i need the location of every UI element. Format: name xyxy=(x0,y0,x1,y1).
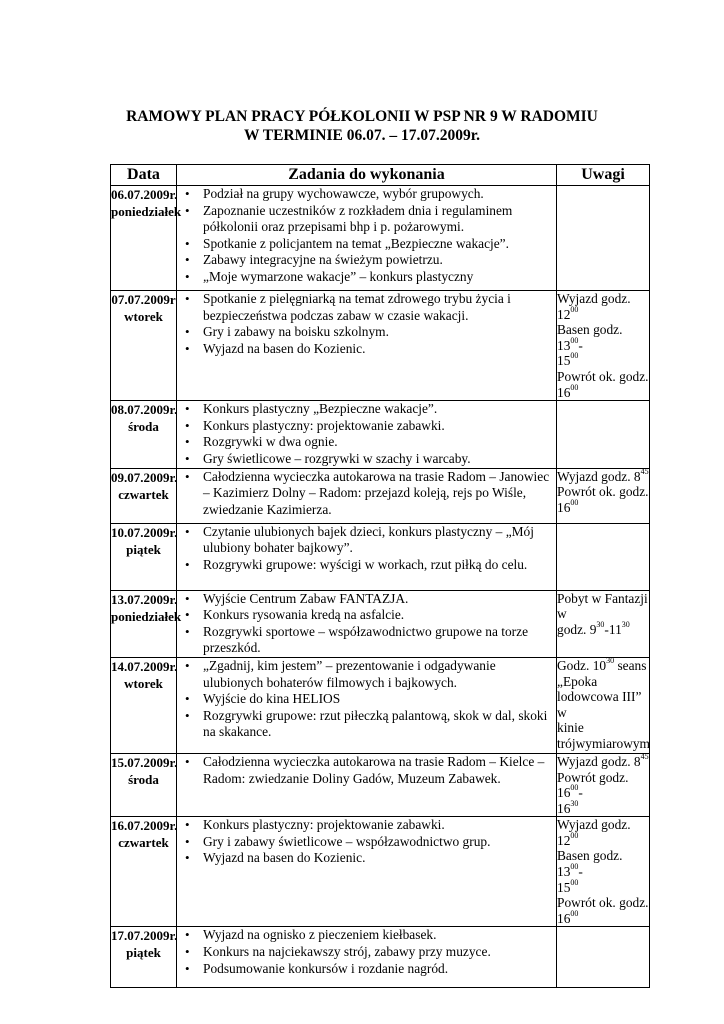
note-superscript: 30 xyxy=(570,798,579,808)
note-line xyxy=(557,655,649,674)
note-line xyxy=(557,591,649,622)
note-superscript: 00 xyxy=(570,351,579,361)
task-item: • Wyjście do kina HELIOS xyxy=(177,691,552,708)
row-date-cell xyxy=(111,590,182,657)
note-text: Powrót godz. 16 xyxy=(557,769,629,801)
task-item: • Podział na grupy wychowawcze, wybór grupowych. xyxy=(177,186,552,203)
task-item: • Konkurs plastyczny: projektowanie zabawki. xyxy=(177,418,552,435)
table-header-row xyxy=(111,165,650,186)
note-text: Powrót ok. godz. xyxy=(557,895,649,911)
task-item: • Całodzienna wycieczka autokarowa na trasie Radom – Janowiec – Kazimierz Dolny – Radom: przejazd koleją, rejs po Wiśle, zwiedzanie Kazimierza. xyxy=(177,469,552,519)
row-tasks-cell xyxy=(177,657,557,753)
row-notes-cell xyxy=(557,523,650,590)
note-line xyxy=(557,619,649,638)
task-item: • Rozgrywki sportowe – współzawodnictwo grupowe na torze przeszkód. xyxy=(177,624,552,657)
note-text: Wyjazd godz. 12 xyxy=(557,291,631,322)
row-weekday: czwartek xyxy=(118,835,169,851)
note-text: Godz. 10 xyxy=(557,657,607,673)
note-text: Powrót ok. godz. xyxy=(557,484,649,500)
note-text: kinie xyxy=(557,720,584,736)
note-line xyxy=(557,908,649,927)
row-tasks-cell xyxy=(177,468,557,523)
row-date-cell xyxy=(111,523,177,590)
row-date-cell xyxy=(111,817,177,927)
note-superscript: 30 xyxy=(606,655,615,665)
note-line xyxy=(557,466,649,485)
row-weekday: piątek xyxy=(126,945,161,961)
note-text: Pobyt w Fantazji w xyxy=(557,590,648,622)
note-superscript: 00 xyxy=(570,908,579,918)
note-superscript: 30 xyxy=(621,619,630,629)
note-text: Wyjazd godz. 8 xyxy=(557,753,641,769)
row-date: 07.07.2009r xyxy=(111,292,176,307)
table-row xyxy=(111,817,650,927)
row-weekday: środa xyxy=(128,419,159,435)
task-item: • Konkurs rysowania kredą na asfalcie. xyxy=(177,607,552,624)
note-superscript: 00 xyxy=(570,862,579,872)
task-list xyxy=(177,401,556,467)
row-weekday: wtorek xyxy=(124,675,163,691)
header-notes: Uwagi xyxy=(557,165,650,186)
note-line xyxy=(557,798,649,817)
row-date-cell xyxy=(111,927,177,988)
note-text: - xyxy=(578,337,583,353)
note-superscript: 00 xyxy=(570,335,579,345)
note-line xyxy=(557,817,649,848)
task-item: • Wyjazd na basen do Kozienic. xyxy=(177,341,552,358)
note-text: seans xyxy=(614,657,647,673)
note-text: - xyxy=(578,864,583,880)
task-item: • „Moje wymarzone wakacje” – konkurs plastyczny xyxy=(177,269,552,286)
task-item: • Wyjazd na basen do Kozienic. xyxy=(177,850,552,867)
task-item: • Konkurs plastyczny: projektowanie zabawki. xyxy=(177,817,552,834)
task-list xyxy=(177,754,556,787)
row-notes-cell xyxy=(557,186,650,291)
task-list xyxy=(177,591,556,657)
task-item: • Spotkanie z policjantem na temat „Bezpieczne wakacje”. xyxy=(177,236,552,253)
task-item: • Podsumowanie konkursów i rozdanie nagród. xyxy=(177,961,552,978)
row-date: 15.07.2009r. xyxy=(111,754,178,770)
note-line xyxy=(557,720,649,736)
row-notes-cell xyxy=(557,817,650,927)
note-superscript: 30 xyxy=(596,619,605,629)
note-superscript: 00 xyxy=(570,497,579,507)
task-item: • Całodzienna wycieczka autokarowa na trasie Radom – Kielce – Radom: zwiedzanie Doliny Gadów, Muzeum Zabawek. xyxy=(177,754,552,787)
row-notes-cell xyxy=(557,927,650,988)
row-weekday: poniedziałek xyxy=(111,204,182,219)
note-text: godz. 9 xyxy=(557,621,597,637)
table-row xyxy=(111,291,650,401)
note-text: Basen godz. 13 xyxy=(557,322,623,353)
row-weekday: czwartek xyxy=(118,486,169,502)
note-text: „Epoka xyxy=(557,673,598,689)
note-superscript: 00 xyxy=(570,382,579,392)
note-text: 15 xyxy=(557,353,571,369)
row-tasks-cell xyxy=(177,753,557,816)
note-line xyxy=(557,674,649,690)
task-item: • Gry świetlicowe – rozgrywki w szachy i warcaby. xyxy=(177,451,552,468)
task-item: • Wyjście Centrum Zabaw FANTAZJA. xyxy=(177,591,552,608)
note-text: 15 xyxy=(557,879,571,895)
document-title xyxy=(0,107,724,145)
note-line xyxy=(557,751,649,770)
task-item: • Wyjazd na ognisko z pieczeniem kiełbasek. xyxy=(177,927,552,944)
task-item: • Gry i zabawy na boisku szkolnym. xyxy=(177,324,552,341)
task-item: • Konkurs na najciekawszy strój, zabawy przy muzyce. xyxy=(177,944,552,961)
table-row xyxy=(111,927,650,988)
row-notes-cell xyxy=(557,753,650,816)
note-text: Powrót ok. godz. xyxy=(557,368,649,384)
row-date-cell xyxy=(111,186,182,291)
task-list xyxy=(177,291,556,357)
table-row xyxy=(111,753,650,816)
row-date: 10.07.2009r. xyxy=(111,524,178,540)
task-item: • „Zgadnij, kim jestem” – prezentowanie i odgadywanie ulubionych bohaterów filmowych i bajkowych. xyxy=(177,658,552,691)
row-notes-cell xyxy=(557,401,650,468)
row-date: 17.07.2009r. xyxy=(111,928,178,944)
note-line xyxy=(557,291,649,322)
row-date: 13.07.2009r. xyxy=(111,591,178,607)
row-date: 14.07.2009r. xyxy=(111,658,178,674)
note-line xyxy=(557,353,649,369)
note-superscript: 00 xyxy=(570,783,579,793)
task-list xyxy=(177,658,556,741)
note-text: - xyxy=(578,785,583,801)
note-line xyxy=(557,322,649,353)
note-text: 16 xyxy=(557,910,571,926)
note-line xyxy=(557,736,649,752)
note-superscript: 00 xyxy=(570,830,579,840)
note-superscript: 45 xyxy=(640,466,649,476)
row-notes-cell xyxy=(557,590,650,657)
row-weekday: środa xyxy=(128,771,159,787)
note-text: 16 xyxy=(557,499,571,515)
row-notes-cell xyxy=(557,468,650,523)
task-list xyxy=(177,469,556,519)
row-tasks-cell xyxy=(177,291,557,401)
note-line xyxy=(557,877,649,896)
task-list xyxy=(177,927,556,977)
row-notes-cell xyxy=(557,291,650,401)
task-item: • Zabawy integracyjne na świeżym powietrzu. xyxy=(177,252,552,269)
table-row xyxy=(111,401,650,468)
schedule-table xyxy=(110,164,650,988)
note-text: Wyjazd godz. 12 xyxy=(557,817,631,848)
row-date-cell xyxy=(111,657,177,753)
row-date-cell xyxy=(111,291,177,401)
note-line xyxy=(557,848,649,879)
task-item: • Rozgrywki grupowe: wyścigi w workach, rzut piłką do celu. xyxy=(177,557,552,574)
note-text: Basen godz. 13 xyxy=(557,848,623,880)
row-date: 08.07.2009r. xyxy=(111,402,178,418)
task-list xyxy=(177,817,556,867)
table-row xyxy=(111,523,650,590)
row-date-cell xyxy=(111,753,177,816)
note-text: 16 xyxy=(557,800,571,816)
task-item: • Spotkanie z pielęgniarką na temat zdrowego trybu życia i bezpieczeństwa podczas zabaw w czasie wakacji. xyxy=(177,291,552,324)
note-text: trójwymiarowym xyxy=(557,735,650,751)
title-line-1: RAMOWY PLAN PRACY PÓŁKOLONII W PSP NR 9 W RADOMIU xyxy=(126,108,598,125)
note-superscript: 00 xyxy=(570,304,579,314)
table-row xyxy=(111,186,650,291)
note-superscript: 45 xyxy=(640,751,649,761)
note-text: Wyjazd godz. 8 xyxy=(557,468,641,484)
task-item: • Rozgrywki grupowe: rzut piłeczką palantową, skok w dal, skoki na skakance. xyxy=(177,708,552,741)
note-line xyxy=(557,497,649,516)
title-line-2: W TERMINIE 06.07. – 17.07.2009r. xyxy=(243,127,481,144)
row-weekday: poniedziałek xyxy=(111,608,182,624)
row-tasks-cell xyxy=(177,927,557,988)
note-line xyxy=(557,382,649,401)
note-line xyxy=(557,770,649,801)
note-text: 16 xyxy=(557,384,571,400)
task-item: • Zapoznanie uczestników z rozkładem dnia i regulaminem półkolonii oraz przepisami bhp i p. pożarowymi. xyxy=(177,203,552,236)
task-item: • Konkurs plastyczny „Bezpieczne wakacje”. xyxy=(177,401,552,418)
row-tasks-cell xyxy=(177,186,557,291)
row-tasks-cell xyxy=(177,523,557,590)
row-tasks-cell xyxy=(177,817,557,927)
note-superscript: 00 xyxy=(570,877,579,887)
header-tasks: Zadania do wykonania xyxy=(177,165,557,186)
task-item: • Czytanie ulubionych bajek dzieci, konkurs plastyczny – „Mój ulubiony bohater bajkowy”. xyxy=(177,524,552,557)
table-row xyxy=(111,590,650,657)
table-row xyxy=(111,657,650,753)
row-tasks-cell xyxy=(177,590,557,657)
task-list xyxy=(177,186,556,286)
row-date: 06.07.2009r. xyxy=(111,187,178,202)
task-list xyxy=(177,524,556,574)
row-weekday: wtorek xyxy=(124,309,163,324)
note-text: -11 xyxy=(604,621,622,637)
note-line xyxy=(557,689,649,720)
table-row xyxy=(111,468,650,523)
header-date: Data xyxy=(111,165,177,186)
row-date-cell xyxy=(111,468,177,523)
row-notes-cell xyxy=(557,657,650,753)
task-item: • Rozgrywki w dwa ognie. xyxy=(177,434,552,451)
row-date: 16.07.2009r. xyxy=(111,818,178,834)
row-date-cell xyxy=(111,401,177,468)
note-text: lodowcowa III” w xyxy=(557,689,642,720)
row-tasks-cell xyxy=(177,401,557,468)
task-item: • Gry i zabawy świetlicowe – współzawodnictwo grup. xyxy=(177,834,552,851)
row-weekday: piątek xyxy=(126,541,161,557)
row-date: 09.07.2009r. xyxy=(111,469,178,485)
